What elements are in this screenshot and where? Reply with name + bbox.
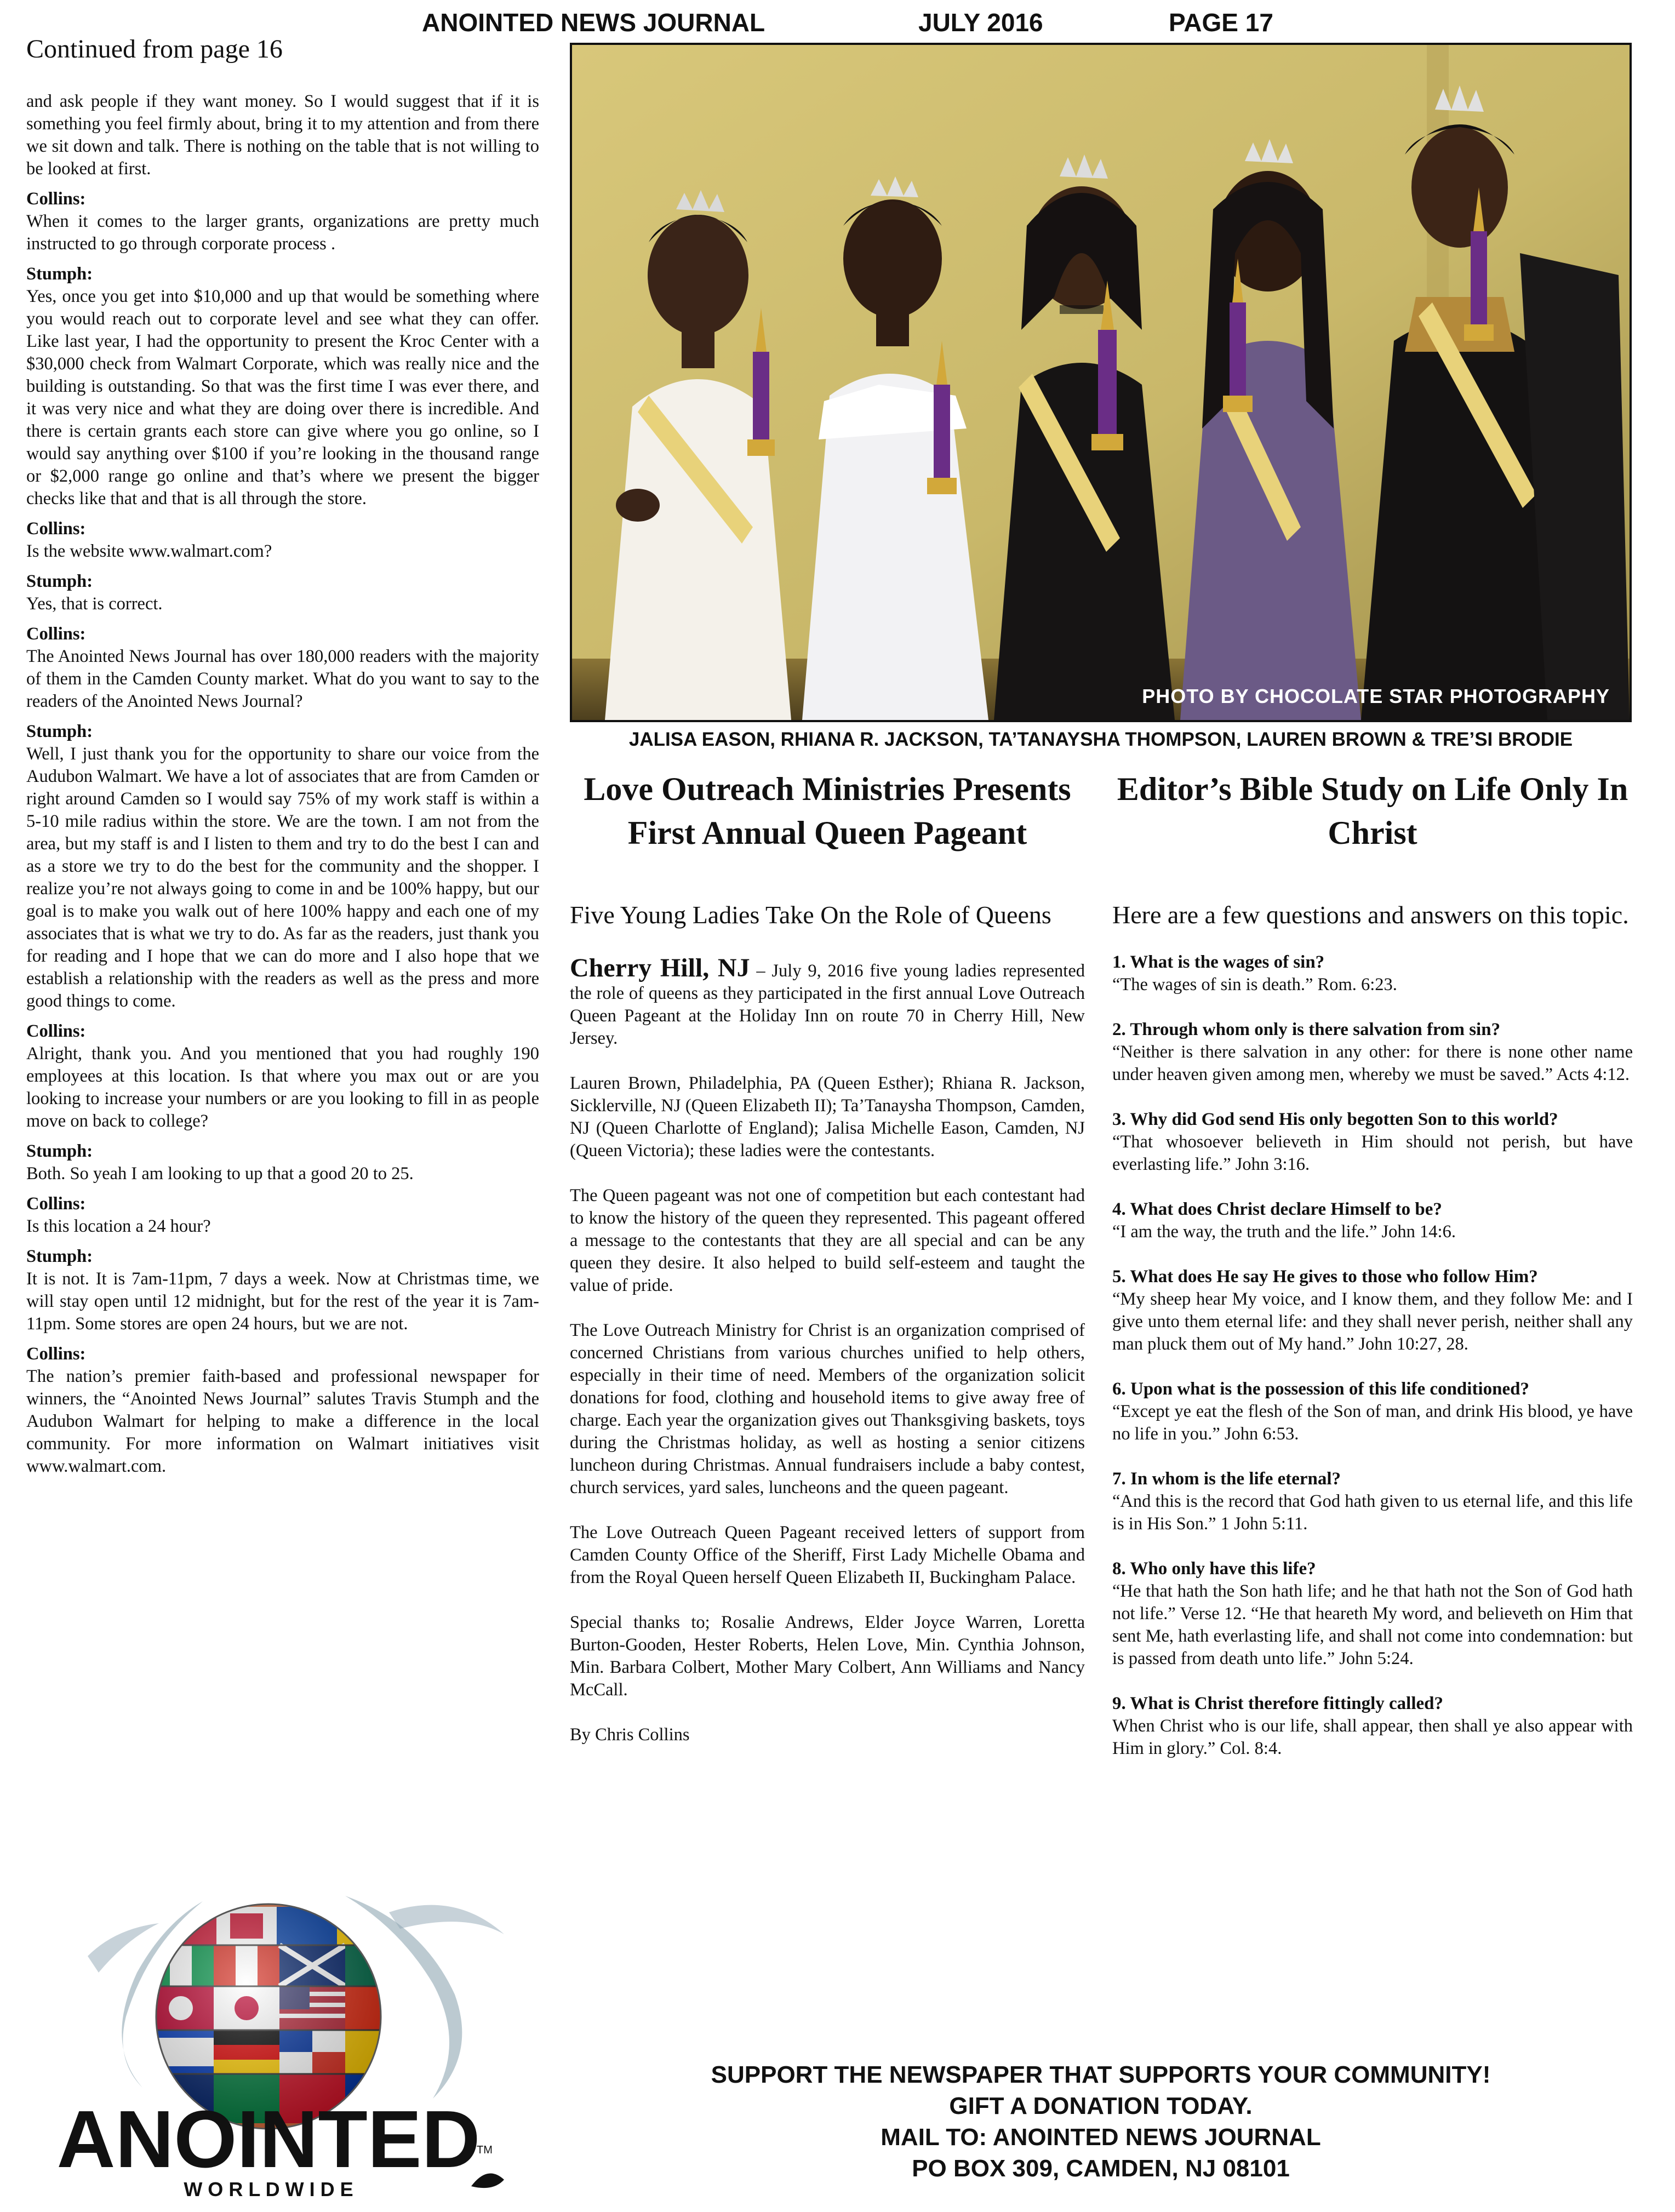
byline: By Chris Collins — [570, 1725, 690, 1745]
speaker-name: Collins: — [26, 189, 86, 209]
speaker-text: It is not. It is 7am-11pm, 7 days a week. Now at Christmas time, we will stay open until 12 midnight, but for the rest of the year it is 7am-11pm. Some stores are open 24 hours, but we are not. — [26, 1269, 539, 1334]
support-banner — [570, 2059, 1632, 2184]
pageant-photo-illustration — [572, 45, 1630, 720]
trademark-mark: TM — [477, 2144, 493, 2156]
qa-item — [1112, 951, 1633, 996]
speaker-text: The nation’s premier faith-based and professional newspaper for winners, the “Anointed News Journal” salutes Travis Stumph and the Audubon Walmart for helping to make a difference in the local community. For more information on Walmart initiatives visit www.walmart.com. — [26, 1367, 539, 1476]
pageant-paragraph: The Love Outreach Ministry for Christ is an organization comprised of concerned Christians from various churches unified to help others, especially in their time of need. Members of the organization solicit donations for food, clothing and household items to give away free of charge. Each year the organization gives out Thanksgiving baskets, toys during the Christmas holiday, as well as hosting a senior citizens luncheon during Christmas. Annual fundraisers include a baby contest, church services, yard sales, luncheons and the queen pageant. — [570, 1321, 1085, 1497]
speaker-name: Collins: — [26, 1194, 86, 1214]
answer: “He that hath the Son hath life; and he that hath not the Son of God hath not life.” Verse 12. “He that heareth My word, and believeth on Him that sent Me, hath everlasting life, and shall not come into condemnation: but is passed from death unto life.” John 5:24. — [1112, 1581, 1633, 1668]
logo-wordmark: ANOINTED — [56, 2094, 481, 2185]
dialogue-entry — [26, 188, 539, 255]
qa-item — [1112, 1378, 1633, 1445]
question: 8. Who only have this life? — [1112, 1559, 1316, 1579]
newspaper-title: ANOINTED NEWS JOURNAL — [422, 8, 765, 37]
interview-column — [26, 34, 539, 1485]
speaker-text: Yes, once you get into $10,000 and up that would be something where you would reach out to corporate level and see what they can offer. Like last year, I had the opportunity to present the Kroc Center with a $30,000 check from Walmart Corporate, which was really nice and the building is outstanding. So that was the first time I was ever there, and it was very nice and what they are doing over there is incredible. And there is certain grants each store can give where you go online, so I would say anything over $100 if you’re looking in the thousand range or $2,000 range go online and that’s where we present the bigger checks like that and that is all through the store. — [26, 287, 539, 508]
support-line-3: MAIL TO: ANOINTED NEWS JOURNAL — [881, 2124, 1321, 2151]
pageant-headline: Love Outreach Ministries Presents First Annual Queen Pageant — [584, 771, 1071, 851]
speaker-text: Alright, thank you. And you mentioned that you had roughly 190 employees at this location. Is that where you max out or are you looking to increase your numbers or are you looking to fill in as people move on back to college? — [26, 1044, 539, 1131]
answer: When Christ who is our life, shall appear, then shall ye also appear with Him in glory.” Col. 8:4. — [1112, 1716, 1633, 1758]
answer: “That whosoever believeth in Him should not perish, but have everlasting life.” John 3:16. — [1112, 1132, 1633, 1174]
question: 3. Why did God send His only begotten Son to this world? — [1112, 1110, 1558, 1129]
dialogue-entry — [26, 1193, 539, 1238]
pageant-paragraph: Lauren Brown, Philadelphia, PA (Queen Esther); Rhiana R. Jackson, Sicklerville, NJ (Queen Elizabeth II); Ta’Tanaysha Thompson, Camden, NJ (Queen Charlotte of England); Jalisa Michelle Eason, Camden, NJ (Queen Victoria); these ladies were the contestants. — [570, 1073, 1085, 1161]
dialogue-entry — [26, 1020, 539, 1133]
lead-text: – July 9, 2016 five young ladies represented the role of queens as they participated in the first annual Love Outreach Queen Pageant at the Holiday Inn on route 70 in Cherry Hill, New Jersey. — [570, 961, 1085, 1048]
qa-item — [1112, 1558, 1633, 1670]
speaker-name: Collins: — [26, 624, 86, 644]
answer: “The wages of sin is death.” Rom. 6:23. — [1112, 975, 1397, 994]
answer: “Neither is there salvation in any other: for there is none other name under heaven given among men, whereby we must be saved.” Acts 4:12. — [1112, 1042, 1633, 1084]
speaker-name: Stumph: — [26, 264, 93, 284]
question: 5. What does He say He gives to those who follow Him? — [1112, 1267, 1538, 1287]
qa-item — [1112, 1468, 1633, 1535]
qa-item — [1112, 1693, 1633, 1760]
dialogue-entry — [26, 518, 539, 563]
dialogue-entry — [26, 263, 539, 510]
pageant-body — [570, 1072, 1085, 1701]
pageant-article — [570, 767, 1085, 1746]
pageant-paragraph: Special thanks to; Rosalie Andrews, Elder Joyce Warren, Loretta Burton-Gooden, Hester Roberts, Helen Love, Min. Cynthia Johnson, Min. Barbara Colbert, Mother Mary Colbert, Ann Williams and Nancy McCall. — [570, 1613, 1085, 1700]
qa-item — [1112, 1198, 1633, 1243]
bible-study-headline: Editor’s Bible Study on Life Only In Christ — [1117, 771, 1628, 851]
speaker-name: Collins: — [26, 1344, 86, 1364]
answer: “I am the way, the truth and the life.” John 14:6. — [1112, 1222, 1456, 1242]
issue-date: JULY 2016 — [918, 8, 1043, 37]
speaker-name: Stumph: — [26, 722, 93, 741]
masthead — [422, 8, 1299, 41]
answer: “My sheep hear My voice, and I know them, and they follow Me: and I give unto them eternal life: and they shall never perish, neither shall any man pluck them out of My hand.” John 10:27, 28. — [1112, 1289, 1633, 1354]
globe-of-flags-icon — [38, 1879, 531, 2203]
pageant-paragraph: The Queen pageant was not one of competition but each contestant had to know the history of the queen they represented. This pageant offered a message to the contestants that they are all special and can be any queen they desire. It also helped to build self-esteem and taught the value of pride. — [570, 1186, 1085, 1295]
dialogue-entry — [26, 1140, 539, 1185]
question: 9. What is Christ therefore fittingly called? — [1112, 1694, 1444, 1713]
qa-item — [1112, 1019, 1633, 1086]
answer: “And this is the record that God hath given to us eternal life, and this life is in His Son.” 1 John 5:11. — [1112, 1491, 1633, 1534]
speaker-text: Yes, that is correct. — [26, 594, 163, 614]
dialogue-entry — [26, 1245, 539, 1335]
interview-opening-paragraph: and ask people if they want money. So I would suggest that if it is something you feel firmly about, bring it to my attention and from there we sit down and talk. There is nothing on the table that is not willing to be looked at first. — [26, 92, 539, 179]
photo-caption: JALISA EASON, RHIANA R. JACKSON, TA’TANAYSHA THOMPSON, LAUREN BROWN & TRE’SI BRODIE — [628, 729, 1573, 750]
question: 1. What is the wages of sin? — [1112, 952, 1325, 972]
page-number: PAGE 17 — [1169, 8, 1273, 37]
speaker-text: Is the website www.walmart.com? — [26, 541, 272, 561]
bible-study-questions — [1112, 951, 1633, 1760]
pageant-photo — [570, 43, 1632, 722]
answer: “Except ye eat the flesh of the Son of man, and drink His blood, ye have no life in you.” John 6:53. — [1112, 1402, 1633, 1444]
speaker-text: The Anointed News Journal has over 180,000 readers with the majority of them in the Camden County market. What do you want to say to the readers of the Anointed News Journal? — [26, 647, 539, 711]
bible-study-column — [1112, 767, 1633, 1782]
interview-dialogue — [26, 188, 539, 1478]
support-line-2: GIFT A DONATION TODAY. — [949, 2093, 1253, 2119]
dialogue-entry — [26, 1343, 539, 1478]
speaker-name: Stumph: — [26, 571, 93, 591]
question: 7. In whom is the life eternal? — [1112, 1469, 1341, 1489]
speaker-name: Stumph: — [26, 1247, 93, 1266]
speaker-name: Collins: — [26, 519, 86, 539]
question: 4. What does Christ declare Himself to be? — [1112, 1199, 1442, 1219]
pageant-deck: Five Young Ladies Take On the Role of Queens — [570, 901, 1051, 929]
qa-item — [1112, 1108, 1633, 1176]
photo-credit: PHOTO BY CHOCOLATE STAR PHOTOGRAPHY — [1142, 685, 1610, 707]
qa-item — [1112, 1266, 1633, 1356]
continued-notice: Continued from page 16 — [26, 35, 283, 64]
pageant-paragraph: The Love Outreach Queen Pageant received letters of support from Camden County Office of the Sheriff, First Lady Michelle Obama and from the Royal Queen herself Queen Elizabeth II, Buckingham Palace. — [570, 1523, 1085, 1587]
logo-tagline: W O R L D W I D E — [184, 2178, 353, 2200]
speaker-text: Both. So yeah I am looking to up that a good 20 to 25. — [26, 1164, 414, 1184]
speaker-name: Collins: — [26, 1021, 86, 1041]
speaker-name: Stumph: — [26, 1141, 93, 1161]
dialogue-entry — [26, 623, 539, 713]
speaker-text: When it comes to the larger grants, organizations are pretty much instructed to go through corporate process . — [26, 212, 539, 254]
question: 2. Through whom only is there salvation from sin? — [1112, 1020, 1501, 1039]
support-line-4: PO BOX 309, CAMDEN, NJ 08101 — [912, 2155, 1290, 2182]
bible-study-intro: Here are a few questions and answers on this topic. — [1112, 901, 1629, 929]
question: 6. Upon what is the possession of this life conditioned? — [1112, 1379, 1529, 1399]
anointed-worldwide-logo — [38, 1879, 531, 2203]
support-line-1: SUPPORT THE NEWSPAPER THAT SUPPORTS YOUR COMMUNITY! — [711, 2061, 1491, 2088]
dateline: Cherry Hill, NJ — [570, 953, 750, 982]
speaker-text: Well, I just thank you for the opportunity to share our voice from the Audubon Walmart. We have a lot of associates that are from Camden or right around Camden so I would say 75% of my work staff is within a 5-10 mile radius within the store. We are the town. I am not from the area, but my staff is and I listen to them and try to do the best I can and as a store we try to do the best for the community and the shopper. I realize you’re not always going to come in and be 100% happy, but our goal is to make you walk out of here 100% happy and each one of my associates that is what we try to do. As far as the readers, just thank you for reading and I hope that we can do more and I also hope that we establish a relationship with the readers as well as the press and more good things to come. — [26, 744, 539, 1011]
dialogue-entry — [26, 570, 539, 615]
pageant-lead-paragraph — [570, 953, 1085, 1050]
speaker-text: Is this location a 24 hour? — [26, 1216, 211, 1236]
dialogue-entry — [26, 721, 539, 1013]
